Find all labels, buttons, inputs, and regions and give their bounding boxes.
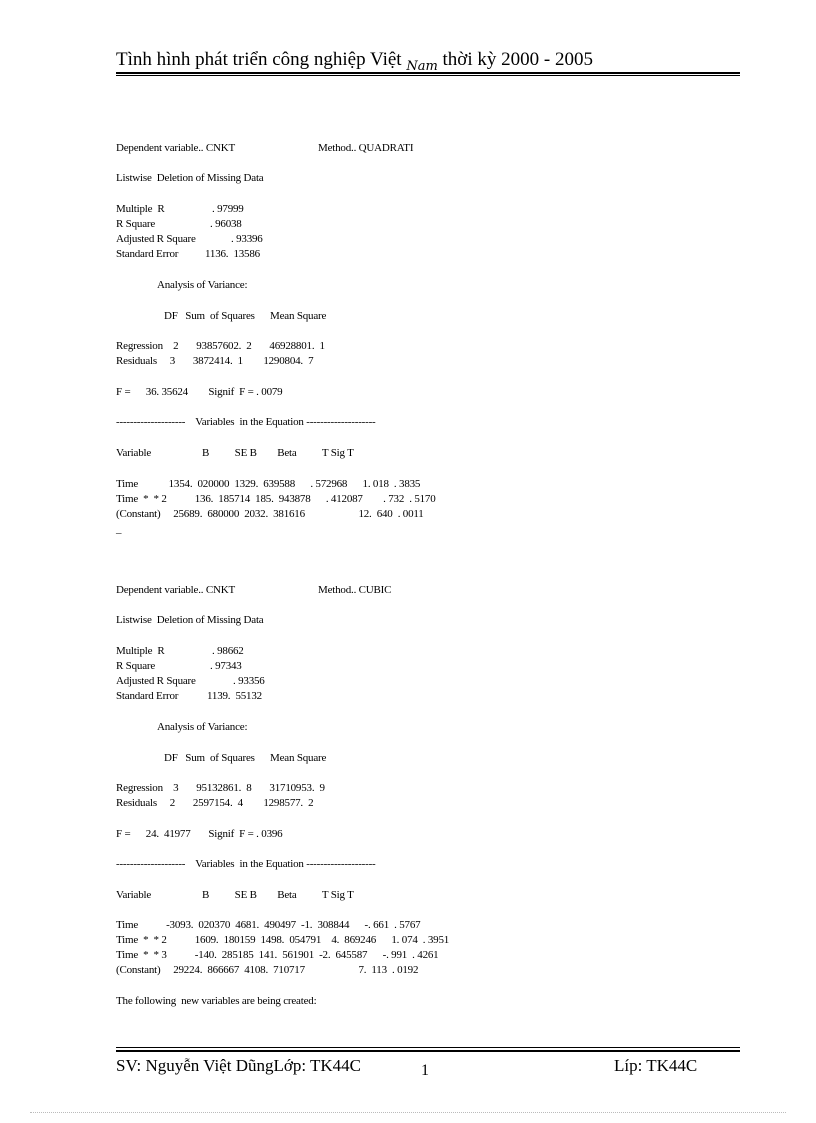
model2-anova-title: Analysis of Variance: xyxy=(157,721,248,733)
header-rule-thick xyxy=(116,72,740,74)
model2-variables-divider: -------------------- Variables in the Equation -------------------- xyxy=(116,858,376,870)
model1-method: Method.. QUADRATI xyxy=(318,142,414,154)
footer-rule-thick xyxy=(116,1050,740,1052)
model2-method: Method.. CUBIC xyxy=(318,584,392,596)
page-header-title xyxy=(116,49,593,74)
footer-student: SV: Nguyễn Việt DũngLớp: TK44C xyxy=(116,1056,362,1075)
header-title-part-1: Tình hình phát triển công nghiệp Việt xyxy=(116,49,407,70)
model2-anova-header: DF Sum of Squares Mean Square xyxy=(164,752,327,764)
model1-coef-row-constant: (Constant) 25689. 680000 2032. 381616 12. 640 . 0011 xyxy=(116,508,424,520)
model2-listwise: Listwise Deletion of Missing Data xyxy=(116,614,264,626)
model1-coef-header: Variable B SE B Beta T Sig T xyxy=(116,447,354,459)
model1-anova-header: DF Sum of Squares Mean Square xyxy=(164,310,327,322)
page-bottom-dotted-border xyxy=(30,1112,786,1113)
model2-coef-header: Variable B SE B Beta T Sig T xyxy=(116,889,354,901)
model2-coef-row-time: Time -3093. 020370 4681. 490497 -1. 308844 -. 661 . 5767 xyxy=(116,919,421,931)
model1-listwise: Listwise Deletion of Missing Data xyxy=(116,172,264,184)
model1-coef-row-time2: Time * * 2 136. 185714 185. 943878 . 412087 . 732 . 5170 xyxy=(116,493,436,505)
model1-anova-row-regression: Regression 2 93857602. 2 46928801. 1 xyxy=(116,340,325,352)
model1-trailer: _ xyxy=(116,523,122,535)
model2-anova-row-residuals: Residuals 2 2597154. 4 1298577. 2 xyxy=(116,797,314,809)
model1-coef-row-time: Time 1354. 020000 1329. 639588 . 572968 1. 018 . 3835 xyxy=(116,478,421,490)
model2-stats: Multiple R . 98662 R Square . 97343 Adjusted R Square . 93356 Standard Error 1139. 55132 xyxy=(116,645,265,702)
footer-class: Líp: TK44C xyxy=(614,1056,698,1075)
page-number: 1 xyxy=(421,1062,429,1079)
model2-coef-row-constant: (Constant) 29224. 866667 4108. 710717 7. 113 . 0192 xyxy=(116,964,419,976)
model2-coef-row-time3: Time * * 3 -140. 285185 141. 561901 -2. 645587 -. 991 . 4261 xyxy=(116,949,439,961)
model2-trailer: The following new variables are being created: xyxy=(116,995,317,1007)
header-rule-thin xyxy=(116,75,740,76)
model2-f-line: F = 24. 41977 Signif F = . 0396 xyxy=(116,828,283,840)
model1-variables-divider: -------------------- Variables in the Equation -------------------- xyxy=(116,416,376,428)
header-title-part-2: thời kỳ 2000 - 2005 xyxy=(437,49,593,70)
model1-f-line: F = 36. 35624 Signif F = . 0079 xyxy=(116,386,283,398)
model1-dependent-line: Dependent variable.. CNKT Method.. QUADRATI xyxy=(116,142,414,154)
model2-anova-row-regression: Regression 3 95132861. 8 31710953. 9 xyxy=(116,782,325,794)
model1-anova-title: Analysis of Variance: xyxy=(157,279,248,291)
model2-dependent-line: Dependent variable.. CNKT Method.. CUBIC xyxy=(116,584,392,596)
footer-rule-thin xyxy=(116,1047,740,1048)
header-title-cursive: Nam xyxy=(406,59,438,74)
model1-stats: Multiple R . 97999 R Square . 96038 Adjusted R Square . 93396 Standard Error 1136. 13586 xyxy=(116,203,263,260)
model2-coef-row-time2: Time * * 2 1609. 180159 1498. 054791 4. 869246 1. 074 . 3951 xyxy=(116,934,450,946)
model1-anova-row-residuals: Residuals 3 3872414. 1 1290804. 7 xyxy=(116,355,314,367)
